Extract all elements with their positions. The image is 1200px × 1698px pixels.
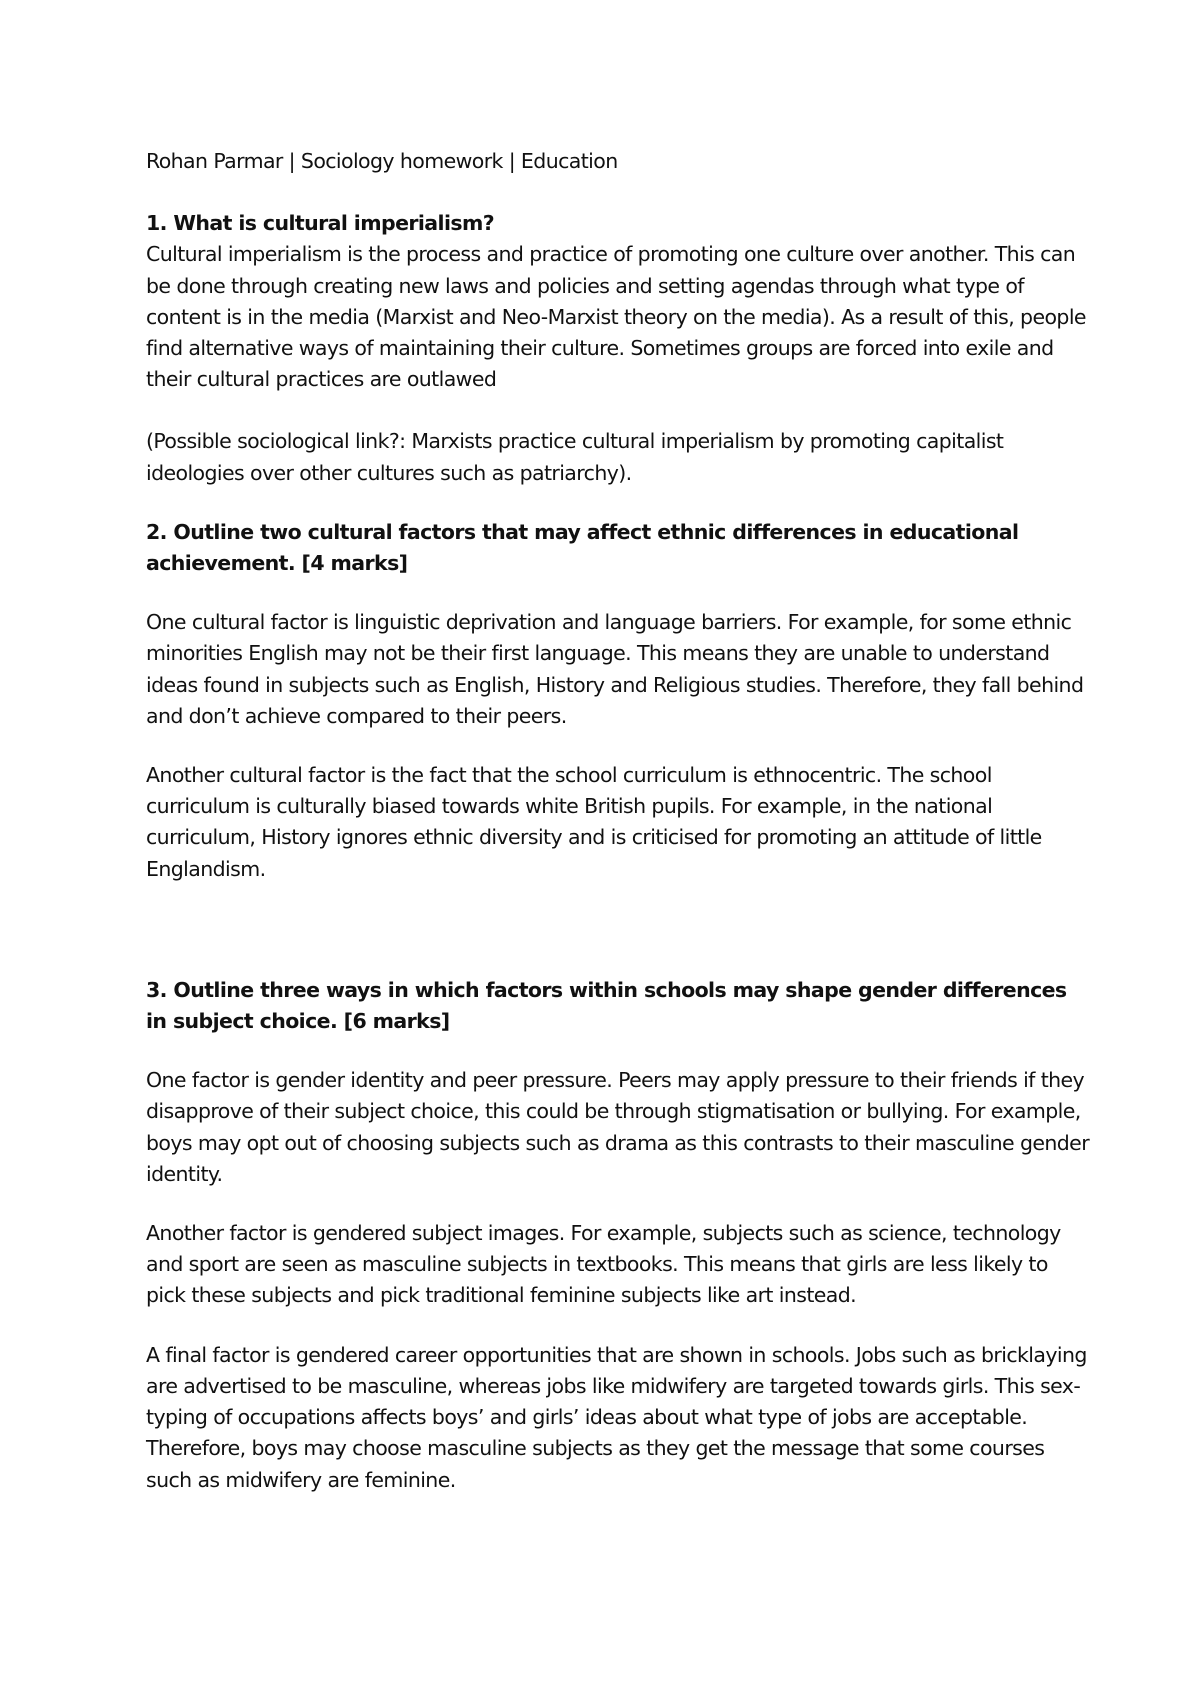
question-1-heading: 1. What is cultural imperialism? <box>146 211 495 236</box>
question-3-paragraph-2: Another factor is gendered subject images. For example, subjects such as science, technology and sport are seen as masculine subjects in textbooks. This means that girls are less likely to pick these subjects and pick traditional feminine subjects like art instead. <box>146 1221 1061 1308</box>
question-1-note: (Possible sociological link?: Marxists practice cultural imperialism by promoting capitalist ideologies over other cultures such as patriarchy). <box>146 429 1004 485</box>
document-header: Rohan Parmar | Sociology homework | Education <box>146 149 618 173</box>
question-2-paragraph-1: One cultural factor is linguistic deprivation and language barriers. For example, for some ethnic minorities English may not be their first language. This means they are unable to understand ideas found in subjects such as English, History and Religious studies. Therefore, they fall behind and don’t achieve compared to their peers. <box>146 610 1084 728</box>
question-3-paragraph-1: One factor is gender identity and peer pressure. Peers may apply pressure to their friends if they disapprove of their subject choice, this could be through stigmatisation or bullying. For example, boys may opt out of choosing subjects such as drama as this contrasts to their masculine gender identity. <box>146 1068 1090 1186</box>
question-2-heading: 2. Outline two cultural factors that may affect ethnic differences in educational achievement. [4 marks] <box>146 519 1019 576</box>
question-3-paragraph-3: A final factor is gendered career opportunities that are shown in schools. Jobs such as bricklaying are advertised to be masculine, whereas jobs like midwifery are targeted towards girls. This sex-typing of occupations affects boys’ and girls’ ideas about what type of jobs are acceptable. Therefore, boys may choose masculine subjects as they get the message that some courses such as midwifery are feminine. <box>146 1342 1087 1492</box>
question-3-heading: 3. Outline three ways in which factors within schools may shape gender differences in subject choice. [6 marks] <box>146 977 1067 1034</box>
question-1-answer: Cultural imperialism is the process and practice of promoting one culture over another. This can be done through creating new laws and policies and setting agendas through what type of content is in the media (Marxist and Neo-Marxist theory on the media). As a result of this, people find alternative ways of maintaining their culture. Sometimes groups are forced into exile and their cultural practices are outlawed <box>146 242 1086 392</box>
question-2-paragraph-2: Another cultural factor is the fact that the school curriculum is ethnocentric. The school curriculum is culturally biased towards white British pupils. For example, in the national curriculum, History ignores ethnic diversity and is criticised for promoting an attitude of little Englandism. <box>146 763 1042 881</box>
